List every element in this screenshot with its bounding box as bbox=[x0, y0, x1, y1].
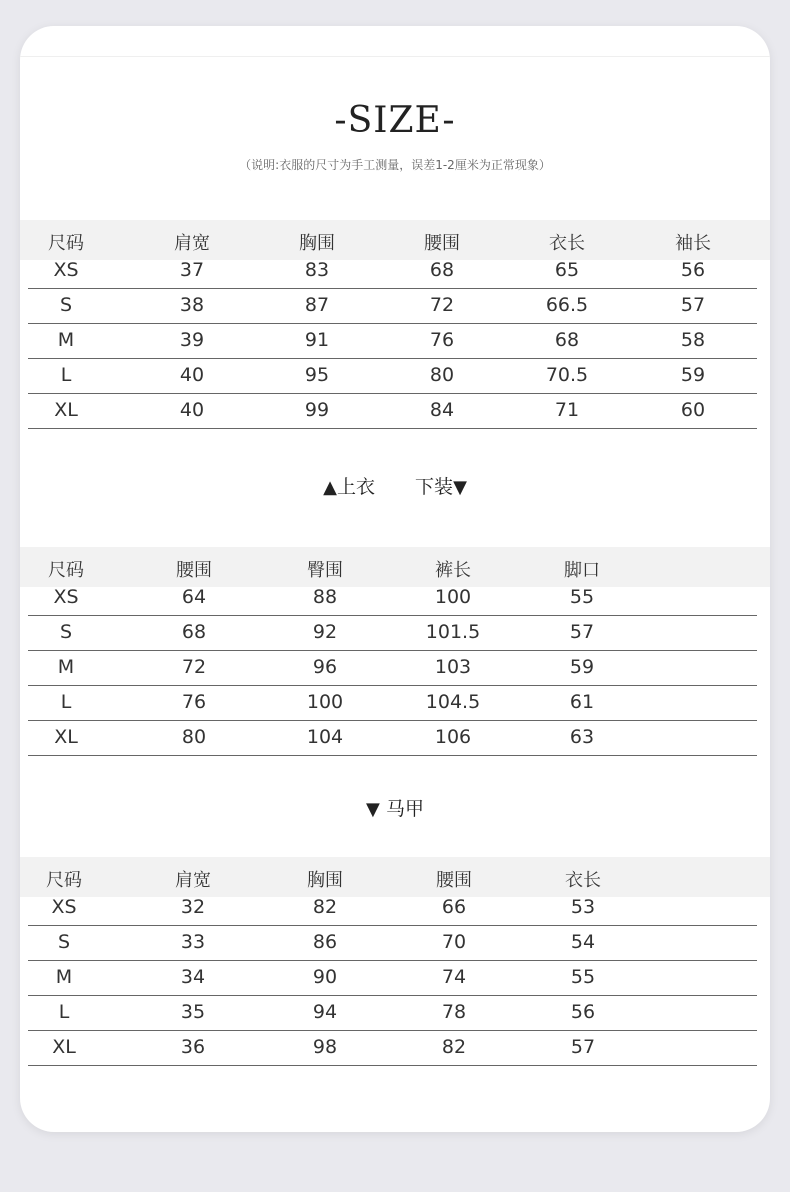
value-cell: 98 bbox=[312, 1036, 338, 1058]
value-cell: 40 bbox=[179, 364, 205, 386]
table-row bbox=[20, 996, 770, 1031]
value-cell: 34 bbox=[180, 966, 206, 988]
header-cell: 腰围 bbox=[436, 870, 472, 891]
table-row bbox=[20, 686, 770, 721]
table-row bbox=[20, 721, 770, 756]
value-cell: 80 bbox=[181, 726, 207, 748]
value-cell: 68 bbox=[429, 259, 455, 281]
size-cell: S bbox=[59, 294, 73, 316]
value-cell: 87 bbox=[304, 294, 330, 316]
value-cell: 63 bbox=[569, 726, 595, 748]
table-row bbox=[20, 581, 770, 616]
size-cell: XL bbox=[52, 1036, 76, 1058]
value-cell: 101.5 bbox=[425, 621, 481, 643]
value-cell: 35 bbox=[180, 1001, 206, 1023]
value-cell: 53 bbox=[570, 896, 596, 918]
value-cell: 91 bbox=[304, 329, 330, 351]
size-cell: M bbox=[55, 966, 73, 988]
size-cell: XL bbox=[54, 399, 78, 421]
header-cell: 腰围 bbox=[424, 233, 460, 254]
value-cell: 70 bbox=[441, 931, 467, 953]
size-cell: XS bbox=[53, 259, 79, 281]
header-cell: 臀围 bbox=[307, 560, 343, 581]
value-cell: 59 bbox=[680, 364, 706, 386]
value-cell: 58 bbox=[680, 329, 706, 351]
value-cell: 104 bbox=[306, 726, 344, 748]
value-cell: 36 bbox=[180, 1036, 206, 1058]
tops-label: 上衣 bbox=[336, 476, 375, 498]
row-divider bbox=[28, 428, 757, 429]
bottoms-label: 下装 bbox=[415, 476, 454, 498]
header-cell: 裤长 bbox=[435, 560, 471, 581]
value-cell: 61 bbox=[569, 691, 595, 713]
section-divider-tops-bottoms bbox=[20, 472, 770, 499]
table-row bbox=[20, 359, 770, 394]
table-row bbox=[20, 1031, 770, 1066]
value-cell: 57 bbox=[569, 621, 595, 643]
size-cell: XL bbox=[54, 726, 78, 748]
value-cell: 72 bbox=[429, 294, 455, 316]
header-cell: 衣长 bbox=[565, 870, 601, 891]
header-cell: 脚口 bbox=[564, 560, 600, 581]
value-cell: 99 bbox=[304, 399, 330, 421]
size-chart-card bbox=[20, 26, 770, 1132]
size-cell: S bbox=[59, 621, 73, 643]
header-cell: 胸围 bbox=[307, 870, 343, 891]
header-cell: 袖长 bbox=[675, 233, 711, 254]
row-divider bbox=[28, 1065, 757, 1066]
value-cell: 54 bbox=[570, 931, 596, 953]
value-cell: 68 bbox=[554, 329, 580, 351]
value-cell: 95 bbox=[304, 364, 330, 386]
value-cell: 71 bbox=[554, 399, 580, 421]
table-row bbox=[20, 289, 770, 324]
value-cell: 37 bbox=[179, 259, 205, 281]
value-cell: 33 bbox=[180, 931, 206, 953]
table-row bbox=[20, 926, 770, 961]
value-cell: 38 bbox=[179, 294, 205, 316]
value-cell: 84 bbox=[429, 399, 455, 421]
value-cell: 100 bbox=[434, 586, 472, 608]
value-cell: 57 bbox=[680, 294, 706, 316]
value-cell: 32 bbox=[180, 896, 206, 918]
triangle-up-icon: ▲ bbox=[323, 477, 337, 498]
triangle-down-icon: ▼ bbox=[453, 477, 467, 498]
vest-label: 马甲 bbox=[385, 798, 424, 820]
value-cell: 100 bbox=[306, 691, 344, 713]
value-cell: 65 bbox=[554, 259, 580, 281]
value-cell: 68 bbox=[181, 621, 207, 643]
value-cell: 40 bbox=[179, 399, 205, 421]
header-cell: 肩宽 bbox=[174, 233, 210, 254]
page-title: -SIZE- bbox=[334, 100, 456, 141]
value-cell: 39 bbox=[179, 329, 205, 351]
row-divider bbox=[28, 755, 757, 756]
header-cell: 尺码 bbox=[48, 233, 84, 254]
measurement-note: （说明:衣服的尺寸为手工测量，误差1-2厘米为正常现象） bbox=[239, 158, 551, 172]
value-cell: 92 bbox=[312, 621, 338, 643]
value-cell: 103 bbox=[434, 656, 472, 678]
value-cell: 66 bbox=[441, 896, 467, 918]
size-cell: L bbox=[60, 691, 72, 713]
value-cell: 96 bbox=[312, 656, 338, 678]
value-cell: 72 bbox=[181, 656, 207, 678]
size-cell: L bbox=[58, 1001, 70, 1023]
table-row bbox=[20, 961, 770, 996]
table-row bbox=[20, 394, 770, 429]
table-row bbox=[20, 616, 770, 651]
value-cell: 59 bbox=[569, 656, 595, 678]
value-cell: 56 bbox=[680, 259, 706, 281]
value-cell: 82 bbox=[312, 896, 338, 918]
value-cell: 60 bbox=[680, 399, 706, 421]
header-cell: 尺码 bbox=[48, 560, 84, 581]
value-cell: 55 bbox=[570, 966, 596, 988]
table-row bbox=[20, 324, 770, 359]
value-cell: 86 bbox=[312, 931, 338, 953]
top-divider bbox=[20, 56, 770, 57]
value-cell: 104.5 bbox=[425, 691, 481, 713]
triangle-down-icon: ▼ bbox=[366, 799, 380, 820]
value-cell: 78 bbox=[441, 1001, 467, 1023]
value-cell: 90 bbox=[312, 966, 338, 988]
header-cell: 肩宽 bbox=[175, 870, 211, 891]
table-row bbox=[20, 651, 770, 686]
header-cell: 胸围 bbox=[299, 233, 335, 254]
size-cell: M bbox=[57, 329, 75, 351]
value-cell: 55 bbox=[569, 586, 595, 608]
value-cell: 74 bbox=[441, 966, 467, 988]
value-cell: 57 bbox=[570, 1036, 596, 1058]
size-cell: S bbox=[57, 931, 71, 953]
size-cell: M bbox=[57, 656, 75, 678]
size-cell: XS bbox=[53, 586, 79, 608]
value-cell: 83 bbox=[304, 259, 330, 281]
header-cell: 尺码 bbox=[46, 870, 82, 891]
value-cell: 70.5 bbox=[545, 364, 589, 386]
header-cell: 衣长 bbox=[549, 233, 585, 254]
table-row bbox=[20, 891, 770, 926]
value-cell: 76 bbox=[429, 329, 455, 351]
value-cell: 80 bbox=[429, 364, 455, 386]
table-row bbox=[20, 254, 770, 289]
size-cell: L bbox=[60, 364, 72, 386]
value-cell: 56 bbox=[570, 1001, 596, 1023]
value-cell: 82 bbox=[441, 1036, 467, 1058]
value-cell: 76 bbox=[181, 691, 207, 713]
size-cell: XS bbox=[51, 896, 77, 918]
header-cell: 腰围 bbox=[176, 560, 212, 581]
value-cell: 106 bbox=[434, 726, 472, 748]
value-cell: 64 bbox=[181, 586, 207, 608]
section-divider-vest bbox=[20, 794, 770, 821]
value-cell: 66.5 bbox=[545, 294, 589, 316]
value-cell: 94 bbox=[312, 1001, 338, 1023]
value-cell: 88 bbox=[312, 586, 338, 608]
